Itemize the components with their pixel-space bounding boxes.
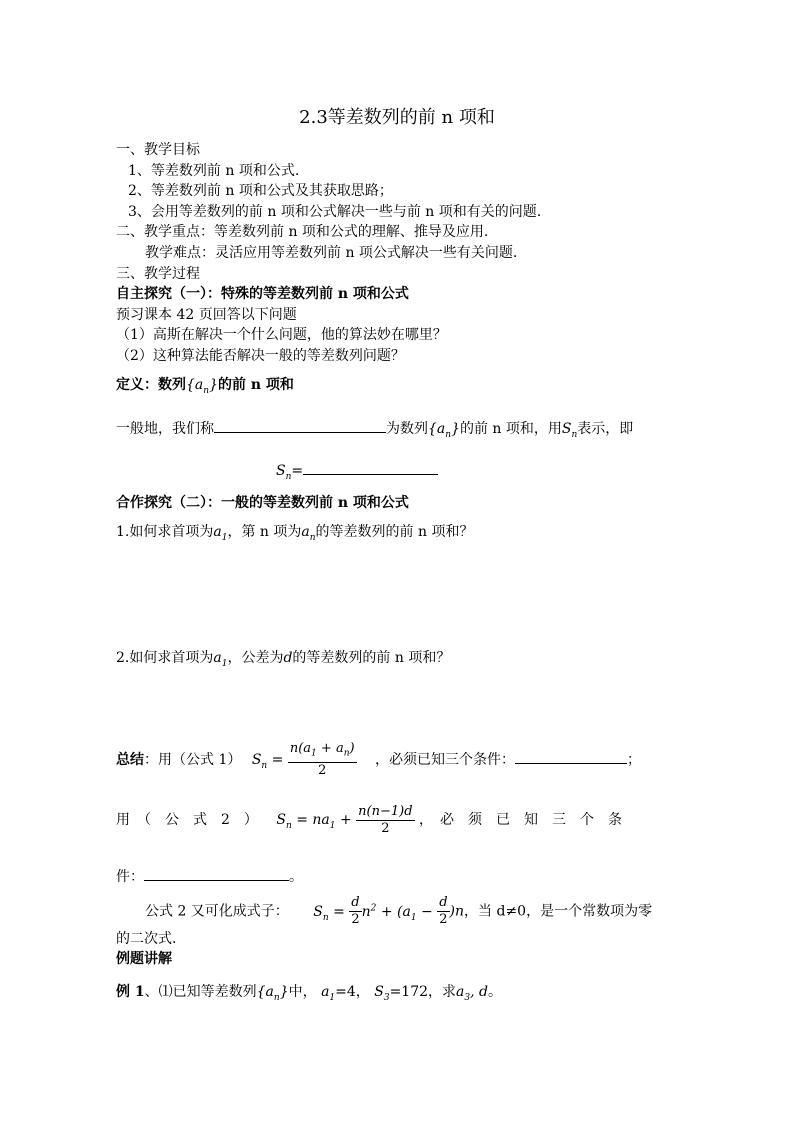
blank-line: [214, 418, 386, 433]
formula-a1: $a_1$: [213, 524, 228, 543]
formula-1-fraction: $\frac{n(a_1 + a_n)}{2}$: [289, 741, 355, 778]
formula-2-text-b: ， 必 须 已 知 三 个 条: [418, 812, 622, 828]
problem-2-text-a: 2.如何求首项为: [116, 650, 214, 666]
heading-examples: 例题讲解: [116, 951, 172, 967]
summary-end: ；: [627, 752, 642, 768]
formula-a1: $a_1$: [321, 984, 336, 1003]
formula-a1: $a_1$: [213, 650, 228, 669]
objective-2: 2、等差数列前 n 项和公式及其获取思路；: [128, 183, 393, 199]
blank-line: [515, 749, 627, 764]
summary-label: 总结: [116, 752, 144, 768]
problem-1: [116, 523, 473, 547]
general-text-c: 的前 n 项和，用: [459, 421, 562, 437]
formula-2-fraction: $\frac{n(n-1)d}{2}$: [358, 803, 413, 836]
difficult-points: 教学难点：灵活应用等差数列前 n 项公式解决一些有关问题.: [145, 245, 518, 261]
formula-n-close: )n: [449, 903, 465, 920]
formula-sn: $S_n$ =: [251, 752, 284, 771]
definition-text-b: 的前 n 项和: [217, 377, 294, 393]
formula-a3-d: $a_3$, d: [456, 984, 488, 1003]
preview-instruction: 预习课本 42 页回答以下问题: [116, 307, 297, 323]
formula-sn-equals: $S_n=$: [276, 463, 304, 482]
formula-2-text-a: 用 （ 公 式 2 ）: [116, 812, 258, 828]
formula-3-fraction-d: $\frac{d}{2}$: [351, 895, 360, 928]
formula-an: $a_n$: [301, 524, 316, 543]
formula-s3: $S_3$: [374, 984, 390, 1003]
formula-3-text-b: ，当 d≠0，是一个常数项为零: [464, 903, 653, 920]
section-process: 三、教学过程: [116, 266, 200, 282]
problem-1-text-c: 的等差数列的前 n 项和？: [315, 524, 474, 540]
formula-2-condition-line: [116, 866, 303, 886]
blank-line: [303, 460, 438, 475]
section-objectives: 一、教学目标: [116, 142, 200, 158]
sn-definition-line: [276, 460, 438, 486]
problem-2: [116, 649, 450, 673]
formula-2-end: 。: [289, 869, 303, 885]
objective-1: 1、等差数列前 n 项和公式.: [128, 163, 300, 179]
formula-seq-an: $\{a_n\}$: [186, 377, 218, 396]
general-text-a: 一般地，我们称: [116, 421, 214, 437]
summary-text-b: ，必须已知三个条件：: [375, 752, 516, 768]
general-text-d: 表示，即: [577, 421, 634, 437]
formula-3-text-a: 公式 2 又可化成式子：: [145, 903, 289, 920]
heading-explore-1: 自主探究（一）：特殊的等差数列前 n 项和公式: [116, 286, 409, 302]
problem-2-text-c: 的等差数列的前 n 项和？: [292, 650, 451, 666]
formula-seq-an: $\{a_n\}$: [428, 421, 460, 440]
objective-3: 3、会用等差数列的前 n 项和公式解决一些与前 n 项和有关的问题.: [128, 204, 542, 220]
example-1: [116, 983, 502, 1007]
question-2: （2）这种算法能否解决一般的等差数列问题？: [116, 348, 405, 364]
section-key-points: 二、教学重点：等差数列前 n 项和公式的理解、推导及应用.: [116, 224, 489, 240]
example-1-text-d: =172，求: [389, 984, 457, 1000]
general-statement: [116, 418, 633, 444]
formula-3-continuation: 的二次式.: [116, 931, 177, 947]
formula-n-squared: $n^2 + (a_1$ −: [361, 903, 433, 923]
formula-sn: $S_n$ =: [313, 903, 345, 923]
formula-sn: $S_n = na_1$ +: [276, 812, 352, 831]
general-text-b: 为数列: [386, 421, 428, 437]
formula-2-line: [116, 795, 622, 845]
example-1-text-c: =4，: [335, 984, 370, 1000]
summary-text-a: ：用（公式 1）: [144, 752, 242, 768]
question-1: （1）高斯在解决一个什么问题，他的算法妙在哪里？: [116, 327, 447, 343]
example-1-label: 例 1: [116, 984, 145, 1000]
blank-line: [144, 866, 289, 881]
formula-sn: $S_n$: [561, 421, 578, 440]
formula-3-fraction-d2: $\frac{d}{2}$: [439, 895, 448, 928]
problem-1-text-a: 1.如何求首项为: [116, 524, 214, 540]
example-1-text-a: 、⑴已知等差数列: [144, 984, 257, 1000]
formula-d: d: [283, 650, 293, 666]
definition-heading: [116, 376, 294, 400]
formula-seq-an: $\{a_n\}$: [256, 984, 289, 1003]
example-1-text-b: 中，: [288, 984, 317, 1000]
summary-line: [116, 735, 641, 785]
problem-2-text-b: ，公差为: [227, 650, 284, 666]
example-1-text-e: 。: [488, 984, 502, 1000]
definition-text-a: 定义：数列: [116, 377, 186, 393]
formula-2-text-c: 件：: [116, 869, 144, 885]
heading-explore-2: 合作探究（二）：一般的等差数列前 n 项和公式: [116, 495, 409, 511]
page-title: 2.3等差数列的前 n 项和: [299, 107, 495, 128]
formula-3-line: [145, 885, 652, 931]
problem-1-text-b: ，第 n 项为: [227, 524, 302, 540]
